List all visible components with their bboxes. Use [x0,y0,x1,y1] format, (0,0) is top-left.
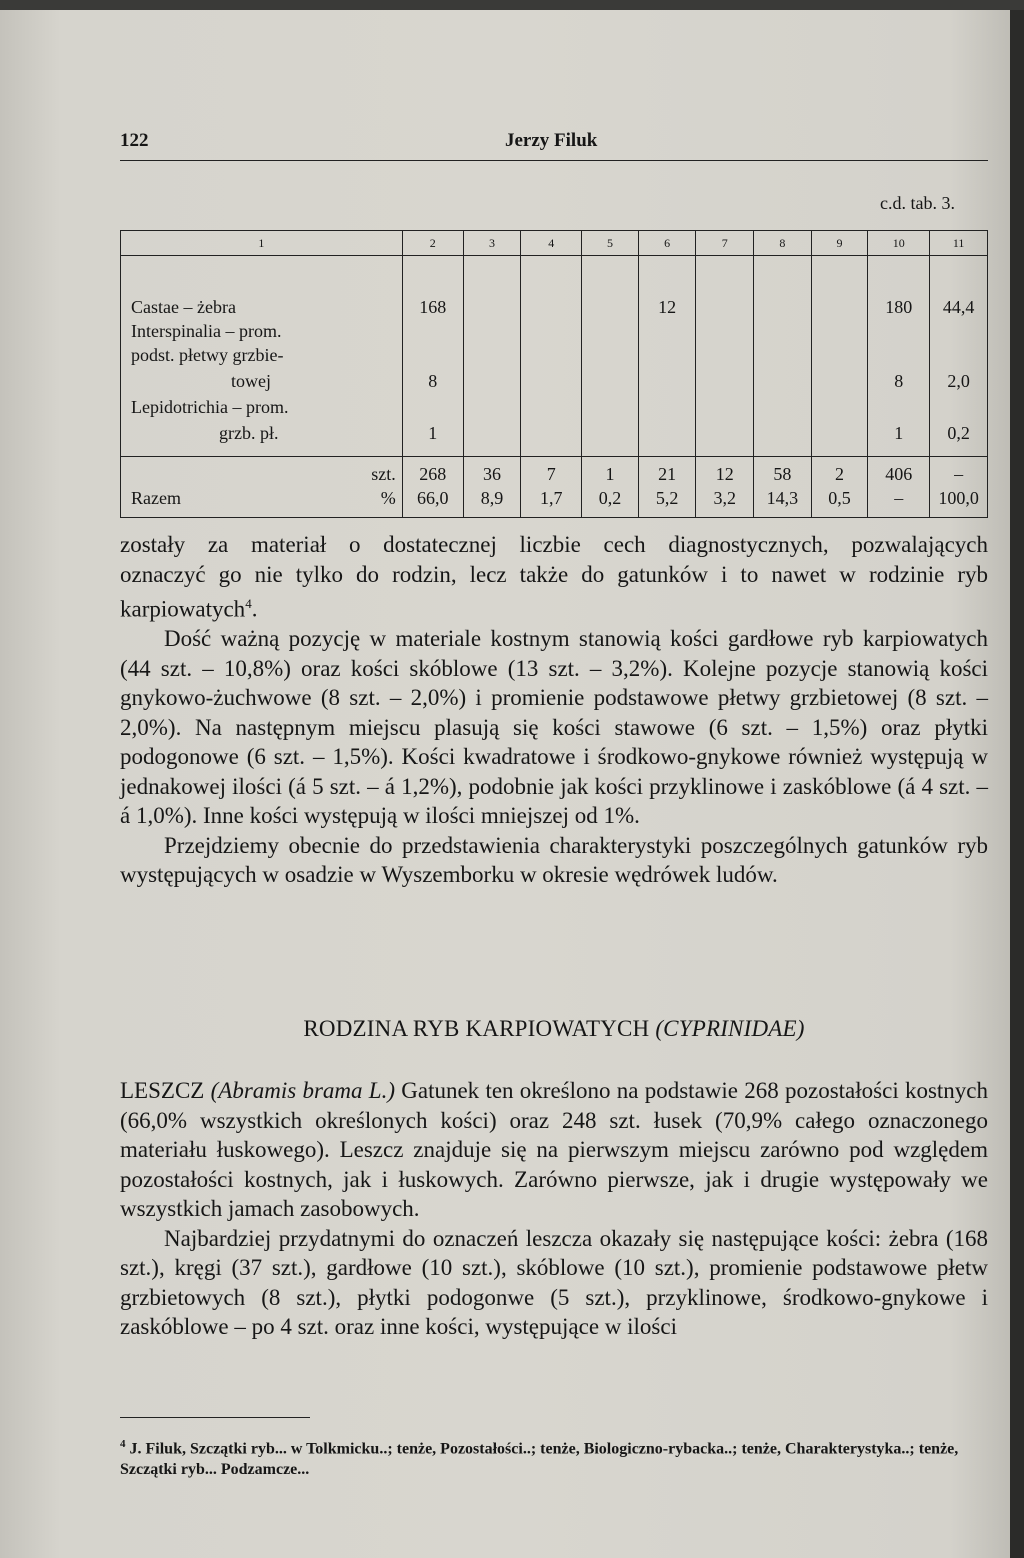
table-cell: 1 [605,464,615,484]
table-cell: 1,7 [539,488,563,508]
table-cell: 0,2 [947,423,970,443]
species-name: LESZCZ [120,1078,205,1103]
data-table [120,230,988,518]
table-cell: 44,4 [942,297,975,317]
summary-label: Razem [131,488,181,508]
column-number: 7 [696,231,754,256]
row-label: Interspinalia – prom. [131,321,282,341]
table-cell: 12 [715,464,734,484]
running-header [120,130,988,160]
table-cell: 3,2 [713,488,736,508]
section-heading-latin: (CYPRINIDAE) [655,1016,805,1041]
column-number: 10 [868,231,930,256]
column-number: 9 [811,231,868,256]
table-cell: 268 [419,464,447,484]
scan-top-edge [0,0,1024,10]
paragraph: Przejdziemy obecnie do przedstawienia charakterystyki poszczególnych gatunków ryb występujących w osadzie w Wyszemborku w okresie wędrówek ludów. [120,832,988,888]
table-caption: c.d. tab. 3. [880,193,955,213]
table-cell: – [954,464,964,484]
column-number: 5 [582,231,639,256]
table-cell: 36 [482,464,501,484]
table-cell: 1 [428,423,438,443]
table-cell: 12 [658,297,677,317]
table-cell: 7 [546,464,556,484]
table-cell: 406 [885,464,913,484]
paragraph: Dość ważną pozycję w materiale kostnym stanowią kości gardłowe ryb karpiowatych (44 szt. – 10,8%) oraz kości skóblowe (13 szt. – 3,2%). Kolejne pozycje stanowią kości gnykowo-żuchwowe (8 szt. – 2,0%) i promienie podstawowe płetwy grzbietowej (8 szt. – 2,0%). Na następnym miejscu plasują się kości stawowe (6 szt. – 1,5%) oraz płytki podogonowe (6 szt. – 1,5%). Kości kwadratowe i środkowo-gnykowe również występują w jednakowej ilości (á 5 szt. – á 1,2%), podobnie jak kości przyklinowe i zaskóblowe (á 4 szt. – á 1,0%). Inne kości występują w ilości mniejszej od 1%. [120,626,988,829]
paragraph-text: karpiowatych [120,596,246,622]
paragraph-line [120,589,988,624]
body-text-block [120,530,988,890]
table-cell: 2,0 [947,371,970,391]
page-number: 122 [120,130,149,151]
table-summary-row [121,457,988,518]
row-label: Lepidotrichia – prom. [131,397,289,417]
column-number: 8 [754,231,812,256]
row-label: Castae – żebra [131,297,236,317]
table-header-row [121,231,988,256]
summary-unit: % [380,488,396,508]
table-cell: 58 [773,464,792,484]
table-cell: – [894,488,904,508]
footnote-text: J. Filuk, Szczątki ryb... w Tolkmicku..; tenże, Pozostałości..; tenże, Biologiczno-rybacka..; tenże, Charakterystyka..; tenże, Szczątki ryb... Podzamcze... [120,1440,959,1479]
table-cell: 2 [834,464,844,484]
table-cell: 66,0 [416,488,449,508]
column-number: 2 [402,231,463,256]
header-rule [120,160,988,161]
table-cell: 100,0 [938,488,979,508]
column-number: 6 [638,231,696,256]
table-cell: 5,2 [655,488,679,508]
column-number: 1 [121,231,403,256]
table-cell: 0,2 [598,488,622,508]
column-number: 3 [463,231,521,256]
section-heading-text: RODZINA RYB KARPIOWATYCH [303,1016,650,1041]
row-label: towej [231,371,271,391]
table-cell: 168 [419,297,447,317]
footnote-rule [120,1417,310,1418]
paragraph: Najbardziej przydatnymi do oznaczeń leszcza okazały się następujące kości: żebra (168 szt.), kręgi (37 szt.), gardłowe (10 szt.), skóblowe (10 szt.), promienie podstawowe płetw grzbietowych (8 szt.), płytki podogonwe (5 szt.), przyklinowe, środkowo-gnykowe i zaskóblowe – po 4 szt. oraz inne kości, występujące w ilości [120,1225,988,1339]
row-label: grzb. pł. [219,423,279,443]
row-label: podst. płetwy grzbie- [131,345,284,365]
table-body-row [121,256,988,457]
scan-right-edge [1010,10,1024,1558]
table-cell: 8 [894,371,904,391]
species-text-block [120,1076,988,1342]
column-number: 4 [521,231,582,256]
table-cell: 21 [658,464,677,484]
table-cell: 8 [428,371,438,391]
paragraph-line: oznaczyć go nie tylko do rodzin, lecz także do gatunków i to nawet w rodzinie ryb [120,561,988,587]
column-number: 11 [930,231,988,256]
section-heading [120,1016,988,1042]
footnote [120,1434,988,1480]
table-cell: 180 [885,297,913,317]
paragraph-text: Gatunek ten określono na podstawie 268 pozostałości kostnych (66,0% wszystkich określonych kości) oraz 248 szt. łusek (70,9% całego oznaczonego materiału łuskowego). Leszcz znajduje się na pierwszym miejscu zarówno pod względem pozostałości kostnych, jak i łuskowych. Zarówno pierwsze, jak i drugie występowały we wszystkich jamach zasobowych. [120,1078,989,1221]
paragraph [120,1076,988,1224]
table-cell: 1 [894,423,904,443]
footnote-mark: 4 [120,1438,126,1450]
summary-unit: szt. [371,464,396,484]
paragraph-text: . [251,596,258,622]
table-cell: 14,3 [766,488,799,508]
table-cell: 0,5 [828,488,851,508]
species-latin: (Abramis brama L.) [210,1078,395,1103]
table-cell: 8,9 [480,488,504,508]
running-author: Jerzy Filuk [505,130,598,151]
footnote-ref: 4 [245,596,252,611]
paragraph-line: zostały za materiał o dostatecznej liczbie cech diagnostycznych, pozwalających [120,532,988,557]
